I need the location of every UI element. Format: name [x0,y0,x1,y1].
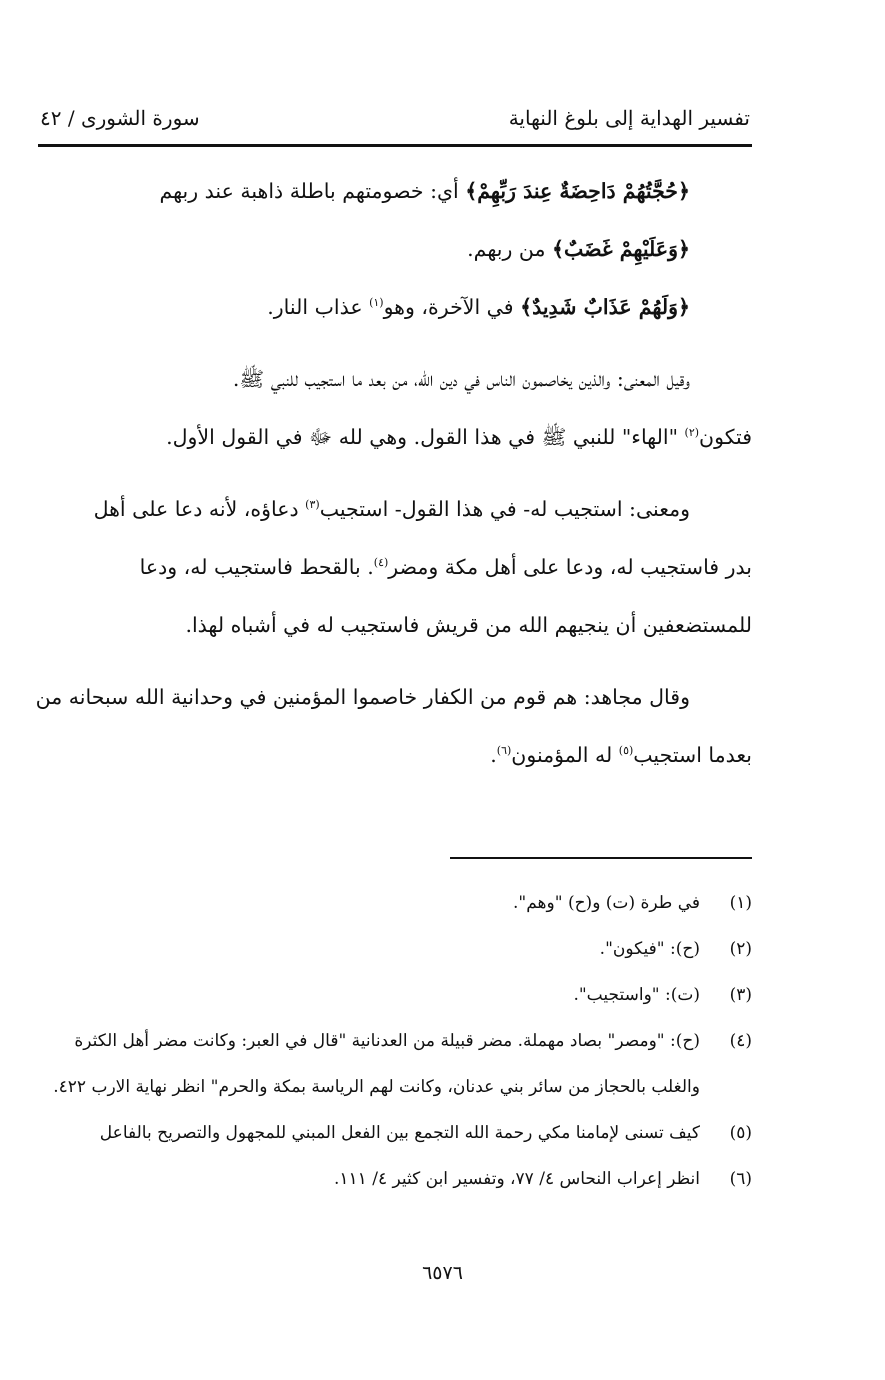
quran-verse: ﴿وَعَلَيْهِمْ غَضَبٌ﴾ [552,237,690,261]
verse-line-1 [40,162,752,220]
text-segment: فتكون [699,425,752,449]
footnote-text: (ت): "واستجيب". [573,985,700,1005]
surah-reference: سورة الشورى / ٤٢ [40,106,200,130]
paragraph-3-line-1: وقال مجاهد: هم قوم من الكفار خاصموا المؤمنين في وحدانية الله سبحانه من [35,685,690,709]
footnote-ref: (٦) [496,744,512,758]
text-segment: "الهاء" للنبي ﷺ في هذا القول. وهي لله ﷻ في القول الأول. [166,425,685,449]
text-segment: ومعنى: استجيب له- في هذا القول- استجيب [319,497,690,521]
footnote-text: كيف تسنى لإمامنا مكي رحمة الله التجمع بين الفعل المبني للمجهول والتصريح بالفاعل [99,1123,700,1143]
footnote-item [40,1110,752,1156]
footnote-number: (١) [729,893,752,913]
paragraph-2-line-1 [40,480,752,538]
footnote-item [40,880,752,926]
paragraph-1-line-1: وقيل المعنى: والذين يخاصمون الناس في دين الله، من بعد ما استجيب للنبي ﷺ. [232,367,690,391]
footnote-ref: (٢) [684,426,700,440]
commentary-text: أي: خصومتهم باطلة ذاهبة عند ربهم [159,179,466,203]
text-segment: بعدما استجيب [633,743,752,767]
verse-line-3 [40,278,752,336]
book-title: تفسير الهداية إلى بلوغ النهاية [508,106,750,130]
text-segment: بدر فاستجيب له، ودعا على أهل مكة ومضر [388,555,752,579]
page-number: ٦٥٧٦ [422,1262,463,1284]
footnote-rule [450,857,752,859]
footnote-ref: (٥) [618,744,634,758]
running-header [40,98,750,138]
footnote-ref: (١) [369,296,384,310]
footnote-text: انظر إعراب النحاس ٤/ ٧٧، وتفسير ابن كثير ٤/ ١١١. [334,1169,700,1189]
footnote-text: (ح): "ومصر" بصاد مهملة. مضر قبيلة من العدنانية "قال في العبر: وكانت مضر أهل الكثرة والغلب بالحجاز من سائر بني عدنان، وكانت لهم الرياسة بمكة والحرم" انظر نهاية الارب ٤٢٢. [53,1031,700,1097]
footnote-number: (٦) [729,1169,752,1189]
footnote-number: (٢) [729,939,752,959]
main-text [35,162,752,784]
text-segment: دعاؤه، لأنه دعا على أهل [93,497,306,521]
paragraph-3-line-2 [40,726,752,784]
footnote-text: (ح): "فيكون". [599,939,700,959]
commentary-text: عذاب النار. [267,295,370,319]
footnote-number: (٤) [729,1031,752,1051]
footnote-item [40,1018,752,1110]
footnote-ref: (٤) [373,556,389,570]
paragraph-1-line-2 [40,408,752,466]
verse-line-2 [40,220,752,278]
footnote-number: (٣) [729,985,752,1005]
text-segment: له المؤمنون [511,743,619,767]
footnote-item [40,972,752,1018]
footnote-number: (٥) [729,1123,752,1143]
header-rule [38,144,752,147]
text-segment: . [490,743,497,767]
footnote-item [40,1156,752,1202]
paragraph-2-line-2 [40,538,752,596]
text-segment: . بالقحط فاستجيب له، ودعا [139,555,374,579]
commentary-text: من ربهم. [467,237,552,261]
commentary-text: في الآخرة، وهو [383,295,521,319]
footnote-ref: (٣) [305,498,320,512]
footnote-text: في طرة (ت) و(ح) "وهم". [513,893,700,913]
quran-verse: ﴿وَلَهُمْ عَذَابٌ شَدِيدٌ﴾ [520,295,690,319]
footnote-item [40,926,752,972]
footnotes [40,880,752,1202]
quran-verse: ﴿حُجَّتُهُمْ دَاحِضَةٌ عِندَ رَبِّهِمْ﴾ [465,179,690,203]
paragraph-2-line-3: للمستضعفين أن ينجيهم الله من قريش فاستجيب له في أشباه لهذا. [185,613,752,637]
